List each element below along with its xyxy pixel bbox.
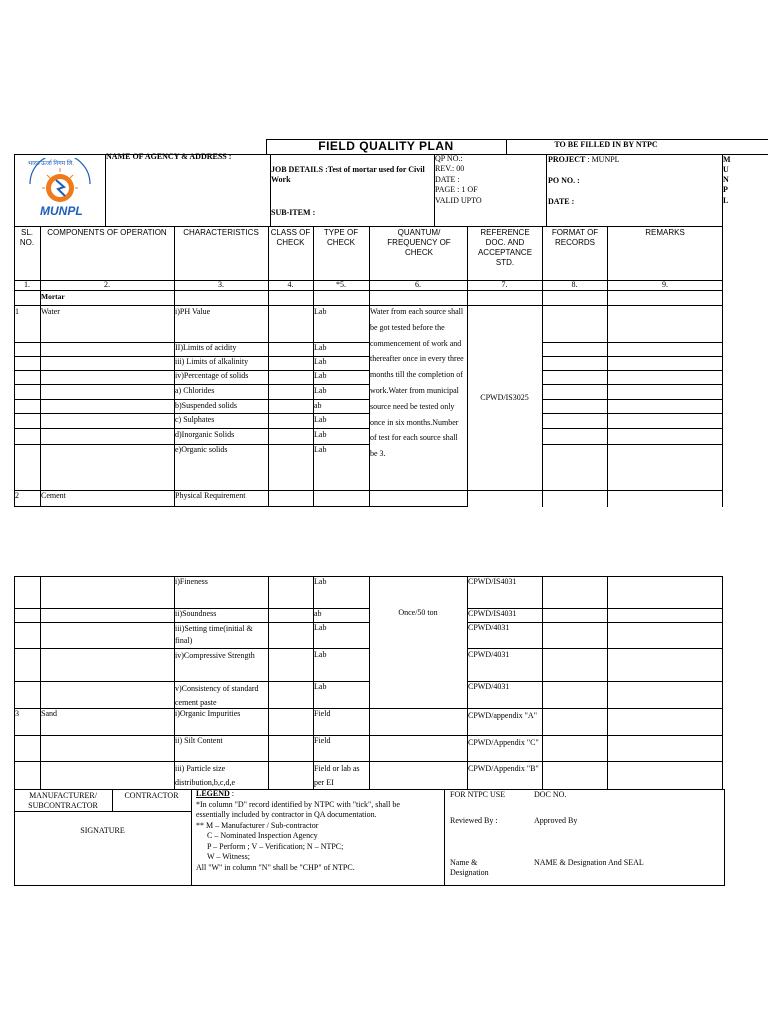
sl-no: 1 — [15, 307, 19, 316]
name-designation: Name & Designation — [450, 858, 489, 877]
name-designation-seal: NAME & Designation And SEAL — [534, 858, 644, 867]
legend-line: W – Witness; — [207, 852, 250, 861]
sl-no: 2 — [15, 491, 19, 500]
project-field — [548, 155, 620, 165]
col-header-type-of-check: TYPE OF CHECK — [323, 228, 359, 247]
legend-line: ** M – Manufacturer / Sub-contractor — [196, 821, 319, 830]
legend-line: *In column "D" record identified by NTPC with "tick", shall be — [196, 800, 400, 809]
side-letter: U — [723, 165, 729, 174]
approved-by: Approved By — [534, 816, 578, 825]
type-of-check: Field — [314, 736, 331, 745]
col-header-remarks: REMARKS — [645, 228, 685, 237]
characteristic: ii) Silt Content — [175, 736, 223, 745]
for-ntpc-use: FOR NTPC USE — [450, 790, 506, 799]
col-number: 1. — [24, 280, 30, 289]
characteristic: II)Limits of acidity — [175, 343, 237, 352]
ntpc-fill-note: TO BE FILLED IN BY NTPC — [554, 140, 658, 149]
contractor-label: CONTRACTOR — [124, 791, 179, 800]
type-of-check: Lab — [314, 445, 327, 454]
revision: REV.: 00 — [435, 164, 465, 173]
col-header-quantum: QUANTUM/ FREQUENCY OF CHECK — [387, 228, 451, 257]
job-details: JOB DETAILS :Test of mortar used for Civil Work — [271, 165, 425, 184]
type-of-check: Lab — [314, 307, 327, 316]
legend-title: LEGEND — [196, 789, 230, 798]
side-letter: M — [723, 155, 731, 164]
po-no: PO NO. : — [548, 176, 580, 185]
characteristic: iii)Setting time(initial & final) — [175, 624, 253, 645]
reference: CPWD/4031 — [468, 682, 510, 691]
reviewed-by: Reviewed By : — [450, 816, 498, 825]
section-label: Mortar — [41, 292, 65, 301]
col-number: 9. — [662, 280, 668, 289]
characteristic: i)Fineness — [175, 577, 208, 586]
signature-label: SIGNATURE — [80, 826, 125, 835]
legend-heading — [196, 789, 234, 799]
sl-no: 3 — [15, 709, 19, 718]
characteristic: c) Sulphates — [175, 415, 215, 424]
page-field: PAGE : 1 OF — [435, 185, 478, 194]
agency-label: NAME OF AGENCY & ADDRESS : — [106, 152, 232, 161]
munpl-logo — [20, 158, 100, 222]
type-of-check: Lab — [314, 623, 327, 632]
col-number: 4. — [287, 280, 294, 289]
type-of-check: Lab — [314, 357, 327, 366]
type-of-check: Field or lab as per EI — [314, 764, 360, 787]
project-label: PROJECT — [548, 155, 586, 164]
cement-quantum: Once/50 ton — [398, 608, 438, 617]
col-header-characteristics: CHARACTERISTICS — [183, 228, 259, 237]
characteristic: i)PH Value — [175, 307, 211, 316]
side-letter: P — [723, 185, 728, 194]
form-title: FIELD QUALITY PLAN — [318, 139, 454, 153]
reference: CPWD/IS4031 — [468, 609, 517, 618]
legend-line: essentially included by contractor in QA documentation. — [196, 810, 377, 819]
characteristic: iii) Particle size distribution,b,c,d,e — [175, 764, 235, 787]
characteristic: b)Suspended solids — [175, 401, 237, 410]
characteristic: d)Inorganic Solids — [175, 430, 235, 439]
legend-line: P – Perform ; V – Verification; N – NTPC; — [207, 842, 344, 851]
legend-colon: : — [231, 789, 235, 798]
reference: CPWD/appendix "A" — [468, 711, 537, 720]
component: Sand — [41, 709, 57, 718]
col-header-components: COMPONENTS OF OPERATION — [47, 228, 167, 237]
col-number: 2. — [104, 280, 110, 289]
reference: CPWD/IS4031 — [468, 577, 517, 586]
valid-upto: VALID UPTO — [435, 196, 482, 205]
date-field-2: DATE : — [548, 197, 575, 206]
characteristic: iii) Limits of alkalinity — [175, 357, 249, 366]
type-of-check: Field — [314, 709, 331, 718]
characteristic: e)Organic solids — [175, 445, 228, 454]
reference: CPWD/4031 — [468, 623, 510, 632]
reference: CPWD/Appendix "B" — [468, 764, 539, 773]
col-number: 8. — [571, 280, 578, 289]
component: Water — [41, 307, 60, 316]
component: Cement — [41, 491, 66, 500]
type-of-check: Lab — [314, 415, 327, 424]
water-quantum-text: Water from each source shall be got tested before the commencement of work and thereafter once in every three months till the completion of work.Water from municipal source need be tested only once in six months.Number of test for each source shall be 3. — [370, 307, 464, 459]
type-of-check: Lab — [314, 371, 327, 380]
legend-line: All "W" in column "N" shall be "CHP" of NTPC. — [196, 863, 355, 872]
col-header-class-of-check: CLASS OF CHECK — [270, 228, 311, 247]
col-number: *5. — [336, 280, 346, 289]
characteristic: ii)Soundness — [175, 609, 217, 618]
type-of-check: Lab — [314, 682, 327, 691]
side-letter: L — [723, 196, 729, 205]
characteristic: a) Chlorides — [175, 386, 215, 395]
col-number: 6. — [415, 280, 421, 289]
date-field: DATE : — [435, 175, 460, 184]
manufacturer-label: MANUFACTURER/ SUBCONTRACTOR — [28, 791, 98, 810]
col-number: 7. — [501, 280, 508, 289]
col-number: 3. — [218, 280, 224, 289]
characteristic: iv)Percentage of solids — [175, 371, 249, 380]
characteristic: i)Organic Impurities — [175, 709, 241, 718]
col-header-reference: REFERENCE DOC. AND ACCEPTANCE STD. — [477, 228, 533, 267]
characteristic: iv)Compressive Strength — [175, 651, 255, 660]
col-header-sl-no: SL. NO. — [19, 228, 35, 247]
characteristic: Physical Requirement — [175, 491, 246, 500]
qp-no: QP NO.: — [435, 154, 463, 163]
reference: CPWD/4031 — [468, 650, 510, 659]
sub-item-label: SUB-ITEM : — [271, 208, 316, 217]
type-of-check: Lab — [314, 650, 327, 659]
logo-hindi-text: भारत ऊर्जा निगम लि. — [28, 161, 74, 167]
type-of-check: Lab — [314, 343, 327, 352]
water-reference: CPWD/IS3025 — [480, 393, 529, 402]
doc-no: DOC NO. — [534, 790, 567, 799]
type-of-check: Lab — [314, 386, 327, 395]
side-letter: N — [723, 175, 729, 184]
legend-line: C – Nominated Inspection Agency — [207, 831, 318, 840]
type-of-check: Lab — [314, 430, 327, 439]
type-of-check: ab — [314, 609, 322, 618]
project-value: : MUNPL — [587, 155, 620, 164]
type-of-check: ab — [314, 401, 322, 410]
reference: CPWD/Appendix "C" — [468, 738, 539, 747]
logo-name: MUNPL — [40, 204, 83, 218]
characteristic: v)Consistency of standard cement paste — [175, 684, 259, 707]
type-of-check: Lab — [314, 577, 327, 586]
col-header-format: FORMAT OF RECORDS — [551, 228, 599, 247]
